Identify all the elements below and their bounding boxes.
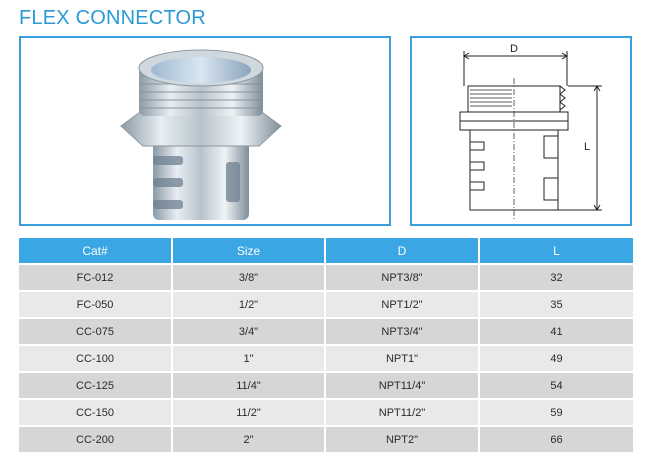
cell-d: NPT2" [325,426,479,452]
cell-d: NPT3/8" [325,264,479,291]
table-row [19,426,633,452]
cell-size: 3/8" [172,264,325,291]
cell-cat: FC-050 [19,291,172,318]
header-l: L [479,238,633,264]
cell-size: 11/2" [172,399,325,426]
cell-size: 1/2" [172,291,325,318]
page-title: FLEX CONNECTOR [19,7,206,29]
cell-size: 2" [172,426,325,452]
table-row [19,372,633,399]
cell-size: 3/4" [172,318,325,345]
cell-cat: CC-075 [19,318,172,345]
cell-cat: CC-100 [19,345,172,372]
cell-l: 49 [479,345,633,372]
spec-table [19,238,633,452]
product-photo-panel [19,36,391,226]
table-row [19,291,633,318]
cell-d: NPT1" [325,345,479,372]
cell-l: 35 [479,291,633,318]
table-row [19,399,633,426]
table-row [19,318,633,345]
cell-size: 11/4" [172,372,325,399]
cell-cat: CC-125 [19,372,172,399]
cell-size: 1" [172,345,325,372]
header-size: Size [172,238,325,264]
cell-l: 66 [479,426,633,452]
cell-d: NPT3/4" [325,318,479,345]
dim-d-label: D [510,43,518,55]
cell-l: 41 [479,318,633,345]
cell-d: NPT11/2" [325,399,479,426]
dim-l-label: L [584,141,591,153]
cell-cat: CC-200 [19,426,172,452]
cell-cat: FC-012 [19,264,172,291]
table-row [19,264,633,291]
header-d: D [325,238,479,264]
dimension-drawing [412,38,630,224]
header-cat: Cat# [19,238,172,264]
cell-l: 32 [479,264,633,291]
cell-l: 54 [479,372,633,399]
table-row [19,345,633,372]
technical-drawing-panel [410,36,632,226]
cell-d: NPT1/2" [325,291,479,318]
table-header-row [19,238,633,264]
cell-cat: CC-150 [19,399,172,426]
cell-l: 59 [479,399,633,426]
flex-connector-photo [21,38,389,224]
cell-d: NPT11/4" [325,372,479,399]
